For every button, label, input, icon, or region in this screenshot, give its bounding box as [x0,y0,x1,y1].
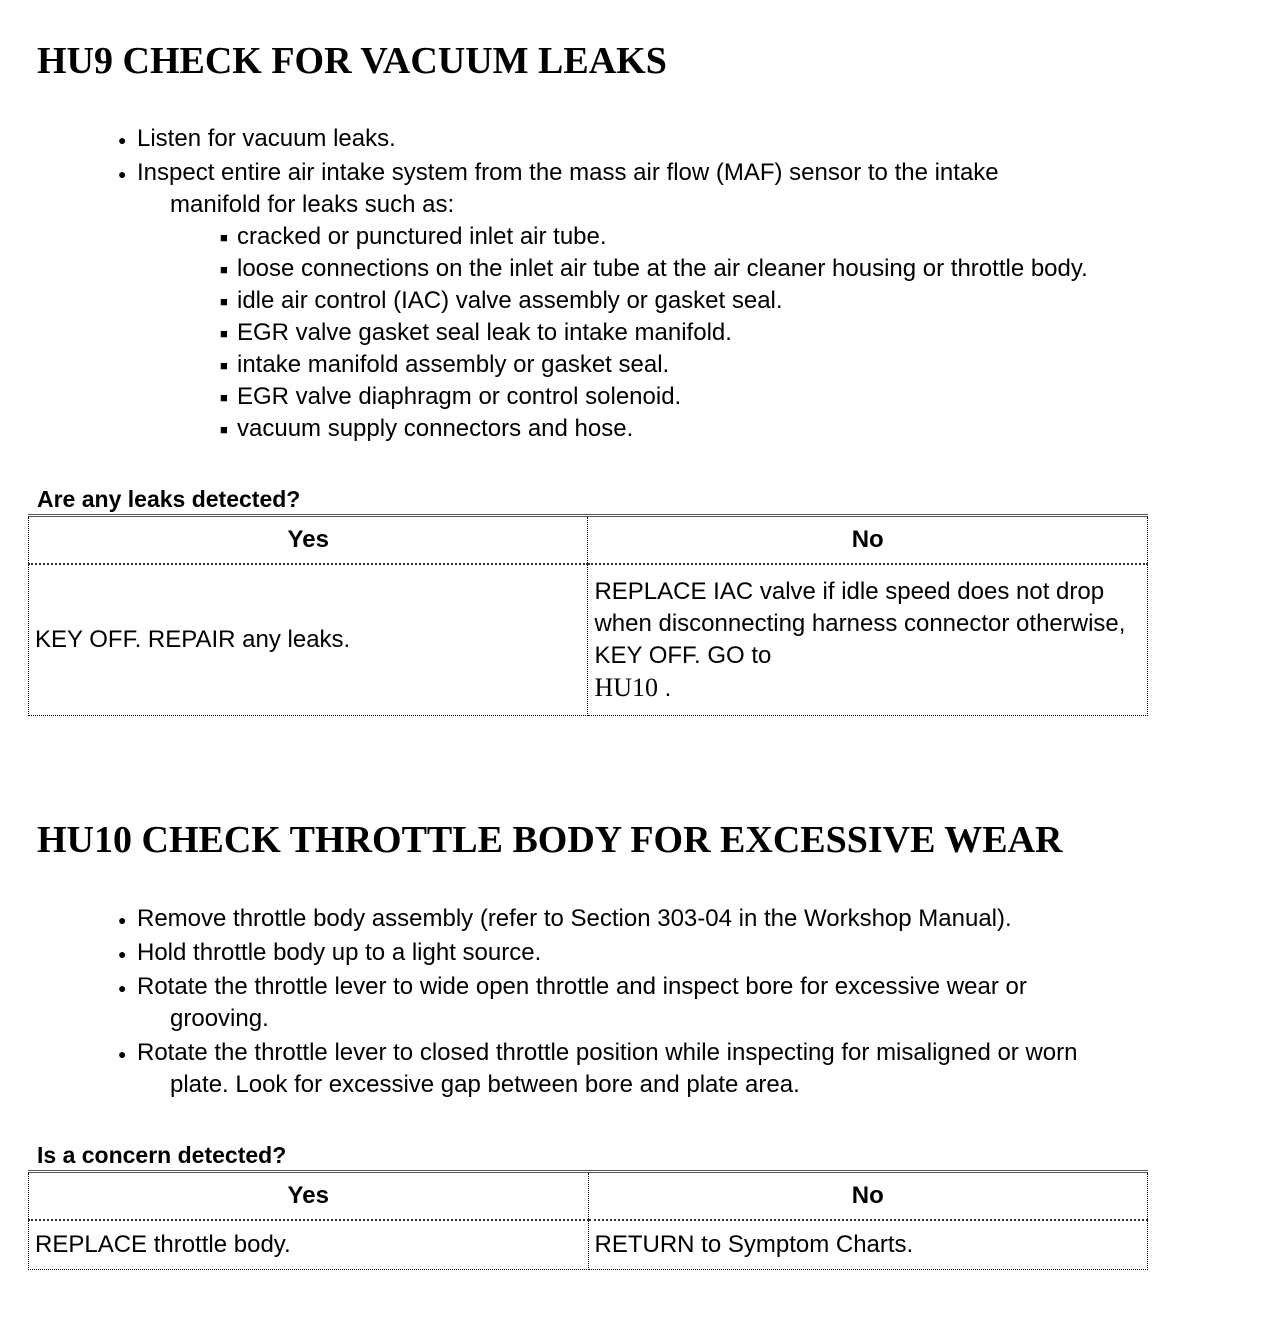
bullet-icon: ● [118,1045,127,1062]
sub-bullet-item: ■ intake manifold assembly or gasket seal. [220,349,669,382]
yes-header: Yes [29,1172,589,1221]
bullet-icon: ● [118,911,127,928]
bullet-item: ● Inspect entire air intake system from the mass air flow (MAF) sensor to the intake [118,157,999,190]
yes-cell: REPLACE throttle body. [29,1220,589,1270]
section-title-hu10: HU10 CHECK THROTTLE BODY FOR EXCESSIVE WEAR [37,819,1063,861]
no-header: No [588,516,1148,565]
bullet-item: ● Rotate the throttle lever to closed throttle position while inspecting for misaligned or worn [118,1037,1078,1070]
sub-bullet-item: ■ vacuum supply connectors and hose. [220,413,633,446]
bullet-item: ● Hold throttle body up to a light source. [118,937,541,970]
bullet-continuation: grooving. [170,1005,269,1032]
bullet-icon: ● [118,979,127,996]
yes-header: Yes [29,516,588,565]
section-title-hu9: HU9 CHECK FOR VACUUM LEAKS [37,40,667,82]
sub-bullet-item: ■ EGR valve diaphragm or control solenoid. [220,381,681,414]
bullet-continuation: plate. Look for excessive gap between bore and plate area. [170,1071,800,1098]
yes-cell: KEY OFF. REPAIR any leaks. [29,564,588,716]
bullet-icon: ● [118,131,127,148]
question: Are any leaks detected? [37,486,301,512]
result-table [28,1170,1148,1270]
square-bullet-icon: ■ [220,389,228,405]
sub-bullet-item: ■ idle air control (IAC) valve assembly or gasket seal. [220,285,783,318]
bullet-icon: ● [118,945,127,962]
hu10-link[interactable]: HU10 [594,672,659,702]
no-cell: REPLACE IAC valve if idle speed does not drop when disconnecting harness connector otherwise, KEY OFF. GO to HU10 . [588,564,1148,716]
sub-bullet-item: ■ cracked or punctured inlet air tube. [220,221,607,254]
question: Is a concern detected? [37,1142,287,1168]
no-cell: RETURN to Symptom Charts. [588,1220,1148,1270]
result-table [28,514,1148,716]
bullet-item: ● Remove throttle body assembly (refer to Section 303-04 in the Workshop Manual). [118,903,1012,936]
square-bullet-icon: ■ [220,325,228,341]
bullet-continuation: manifold for leaks such as: [170,191,455,218]
bullet-item: ● Rotate the throttle lever to wide open throttle and inspect bore for excessive wear or [118,971,1027,1004]
square-bullet-icon: ■ [220,229,228,245]
bullet-icon: ● [118,165,127,182]
square-bullet-icon: ■ [220,357,228,373]
sub-bullet-item: ■ EGR valve gasket seal leak to intake manifold. [220,317,732,350]
square-bullet-icon: ■ [220,293,228,309]
sub-bullet-item: ■ loose connections on the inlet air tube at the air cleaner housing or throttle body. [220,253,1088,286]
bullet-item: ● Listen for vacuum leaks. [118,123,396,156]
no-header: No [588,1172,1148,1221]
square-bullet-icon: ■ [220,421,228,437]
square-bullet-icon: ■ [220,261,228,277]
